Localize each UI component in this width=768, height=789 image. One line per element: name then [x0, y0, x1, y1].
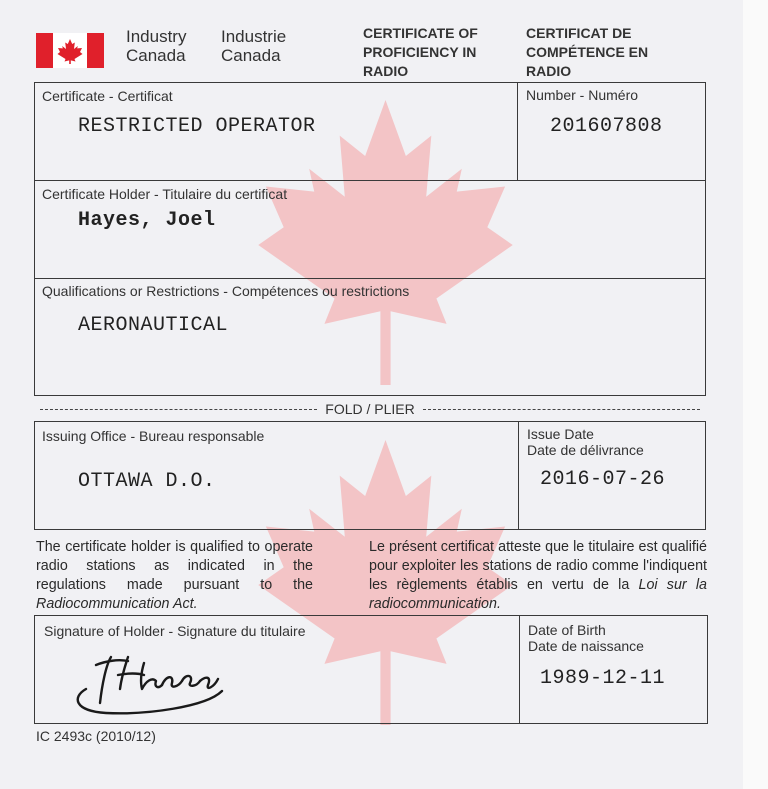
issue-date-label-fr: Date de délivrance: [527, 442, 644, 458]
dept-fr-line2: Canada: [221, 46, 281, 65]
qualifications-value: AERONAUTICAL: [78, 314, 229, 337]
signature-image: [66, 645, 226, 717]
issue-date-label-en: Issue Date: [527, 426, 594, 442]
canada-flag-icon: [36, 33, 104, 68]
number-label: Number - Numéro: [526, 87, 639, 103]
issue-divider: [518, 421, 519, 530]
title-en: [363, 24, 478, 81]
certificate-label: Certificate - Certificat: [42, 88, 173, 104]
form-id: IC 2493c (2010/12): [36, 728, 156, 744]
dept-fr-line1: Industrie: [221, 27, 287, 46]
fold-line: [40, 401, 700, 417]
number-divider: [517, 82, 518, 181]
birth-divider: [519, 615, 520, 724]
row-divider-1: [34, 180, 706, 181]
certificate-value: RESTRICTED OPERATOR: [78, 115, 316, 138]
issuing-office-label: Issuing Office - Bureau responsable: [42, 428, 265, 444]
fold-label: FOLD / PLIER: [325, 401, 415, 417]
issuing-office-value: OTTAWA D.O.: [78, 470, 216, 493]
dept-name-en: [126, 27, 186, 65]
statement-fr: [369, 538, 707, 614]
issue-date-value: 2016-07-26: [540, 468, 666, 491]
holder-value: Hayes, Joel: [78, 209, 216, 232]
dept-en-line1: Industry: [126, 27, 187, 46]
birth-date-value: 1989-12-11: [540, 667, 666, 690]
dept-en-line2: Canada: [126, 46, 186, 65]
birth-date-label: [528, 622, 644, 654]
statement-en-text: The certificate holder is qualified to operate radio stations as indicated in the regulations made pursuant to the: [36, 539, 313, 593]
holder-label: Certificate Holder - Titulaire du certificat: [42, 186, 288, 202]
statement-fr-act: Loi sur la radiocommunication.: [369, 577, 707, 612]
title-fr-line2: COMPÉTENCE EN: [526, 44, 649, 60]
title-en-line2: PROFICIENCY IN: [363, 44, 477, 60]
dept-name-fr: [221, 27, 286, 65]
row-divider-2: [34, 278, 706, 279]
page-edge: [743, 0, 768, 789]
birth-date-label-en: Date of Birth: [528, 622, 606, 638]
issue-date-label: [527, 426, 644, 458]
title-en-line3: RADIO: [363, 63, 409, 79]
statement-fr-text: Le présent certificat atteste que le titulaire est qualifié pour exploiter les stations de radio comme l'indiquent les règlements établis en vertu de la: [369, 539, 707, 593]
title-fr: [526, 24, 648, 81]
statement-en-act: Radiocommunication Act.: [36, 596, 198, 612]
number-value: 201607808: [550, 115, 663, 138]
fold-dash-right: [423, 409, 700, 410]
birth-date-label-fr: Date de naissance: [528, 638, 644, 654]
title-fr-line3: RADIO: [526, 63, 572, 79]
title-fr-line1: CERTIFICAT DE: [526, 25, 632, 41]
qualifications-label: Qualifications or Restrictions - Compétences ou restrictions: [42, 283, 410, 299]
signature-label: Signature of Holder - Signature du titulaire: [44, 623, 306, 639]
statement-en: [36, 538, 313, 614]
fold-dash-left: [40, 409, 317, 410]
title-en-line1: CERTIFICATE OF: [363, 25, 478, 41]
